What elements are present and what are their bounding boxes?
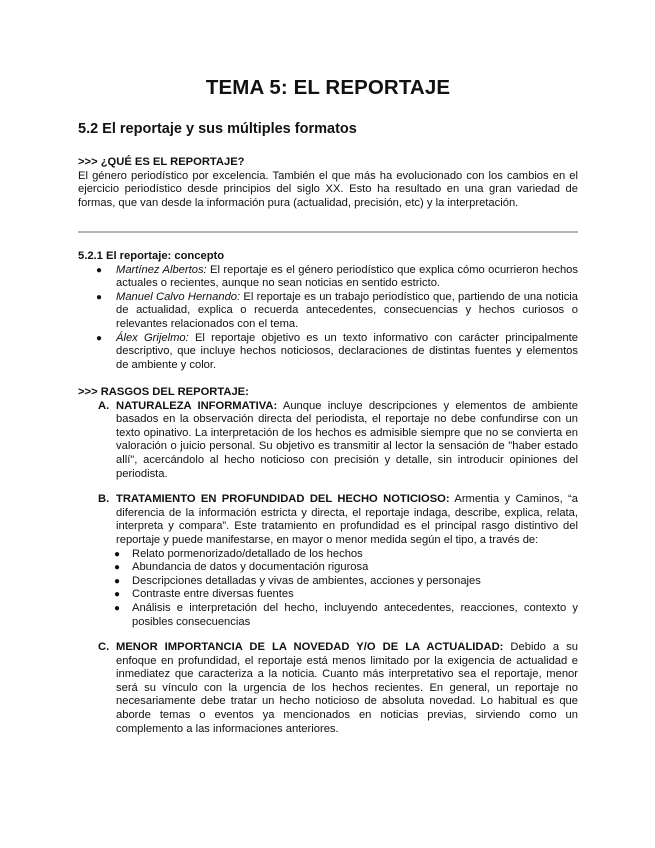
bullet-icon: ● — [114, 548, 121, 560]
trait-letter: A. — [98, 399, 110, 412]
trait-b — [78, 493, 578, 547]
list-item — [78, 264, 578, 291]
list-item-text: Relato pormenorizado/detallado de los hechos — [132, 547, 363, 560]
list-item-text: Contraste entre diversas fuentes — [132, 588, 294, 601]
definition-text: El reportaje es el género periodístico que explica cómo ocurrieron hechos actuales o recientes, aunque no sean noticias en sentido estricto. — [116, 263, 578, 290]
trait-c — [78, 641, 578, 736]
trait-title: TRATAMIENTO EN PROFUNDIDAD DEL HECHO NOTICIOSO: — [116, 493, 450, 506]
trait-title: MENOR IMPORTANCIA DE LA NOVEDAD Y/O DE LA ACTUALIDAD: — [116, 641, 504, 654]
list-item-text: Análisis e interpretación del hecho, incluyendo antecedentes, reacciones, contexto y posibles consecuencias — [132, 601, 578, 628]
bullet-icon: ● — [114, 602, 121, 614]
list-item — [78, 575, 578, 589]
bullet-icon: ● — [96, 332, 103, 344]
trait-title: NATURALEZA INFORMATIVA: — [116, 399, 278, 412]
trait-text: Aunque incluye descripciones y elementos de ambiente basados en la observación directa del periodista, el reportaje no debe confundirse con un texto opinativo. La interpretación de los hechos es admisible siempre que no se convierta en valoración o juicio personal. Su objetivo es transmitir al lector la sensación de "haber estado allí", acercándolo al hecho noticioso con precisión y detalle, sin introducir opiniones del periodista. — [116, 399, 578, 480]
trait-b-list — [78, 548, 578, 630]
definition-text: El reportaje objetivo es un texto informativo con carácter principalmente descriptivo, que incluye hechos noticiosos, declaraciones de distintas fuentes y elementos de ambiente y color. — [116, 331, 578, 371]
list-item-text: Abundancia de datos y documentación rigurosa — [132, 561, 369, 574]
intro-text: El género periodístico por excelencia. También el que más ha evolucionado con los cambios en el ejercicio periodístico desde principios del siglo XX. Esto ha resultado en una gran variedad de formas, que van desde la información pura (actualidad, precisión, etc) y la interpretación. — [78, 169, 578, 209]
author-name: Manuel Calvo Hernando: — [116, 290, 241, 303]
list-item — [78, 291, 578, 332]
bullet-icon: ● — [96, 291, 103, 303]
concept-list — [78, 264, 578, 373]
list-item — [78, 332, 578, 373]
divider — [78, 231, 578, 233]
author-name: Martínez Albertos: — [116, 263, 207, 276]
list-item — [78, 588, 578, 602]
list-item — [78, 561, 578, 575]
page-title: TEMA 5: EL REPORTAJE — [205, 76, 451, 99]
trait-text: Armentia y Caminos, “a diferencia de la información estricta y directa, el reportaje indaga, describe, explica, relata, interpreta y compara”. Este tratamiento en profundidad es el principal rasgo distintivo del reportaje y puede manifestarse, en mayor o menor medida según el tipo, a través de: — [116, 493, 578, 546]
trait-letter: B. — [98, 493, 110, 506]
list-item — [78, 548, 578, 562]
bullet-icon: ● — [96, 264, 103, 276]
concept-section — [78, 250, 578, 372]
traits-section — [78, 386, 578, 736]
bullet-icon: ● — [114, 562, 121, 574]
trait-letter: C. — [98, 641, 110, 654]
bullet-icon: ● — [114, 589, 121, 601]
trait-text: Debido a su enfoque en profundidad, el reportaje está menos limitado por la exigencia de actualidad e inmediatez que caracteriza a la noticia. Cuanto más interpretativo sea el reportaje, menor será su vínculo con la urgencia de los hechos recientes. En general, un reportaje no necesariamente debe tratar un hecho noticioso de absoluta novedad. Lo habitual es que aborde temas o eventos ya mencionados en noticias previas, sirviendo como un complemento a las informaciones anteriores. — [116, 641, 579, 735]
section-title: 5.2 El reportaje y sus múltiples formatos — [78, 121, 357, 137]
traits-heading: >>> RASGOS DEL REPORTAJE: — [78, 386, 249, 398]
concept-heading: 5.2.1 El reportaje: concepto — [78, 250, 225, 262]
bullet-icon: ● — [114, 575, 121, 587]
intro-heading: >>> ¿QUÉ ES EL REPORTAJE? — [78, 156, 245, 168]
list-item — [78, 602, 578, 629]
author-name: Álex Grijelmo: — [116, 331, 189, 344]
trait-a — [78, 400, 578, 482]
intro-section — [78, 156, 578, 210]
list-item-text: Descripciones detalladas y vivas de ambientes, acciones y personajes — [132, 574, 481, 587]
definition-text: El reportaje es un trabajo periodístico que, partiendo de una noticia de actualidad, explica o recuerda antecedentes, consecuencias y hechos curiosos o relevantes relacionados con el tema. — [116, 290, 578, 330]
